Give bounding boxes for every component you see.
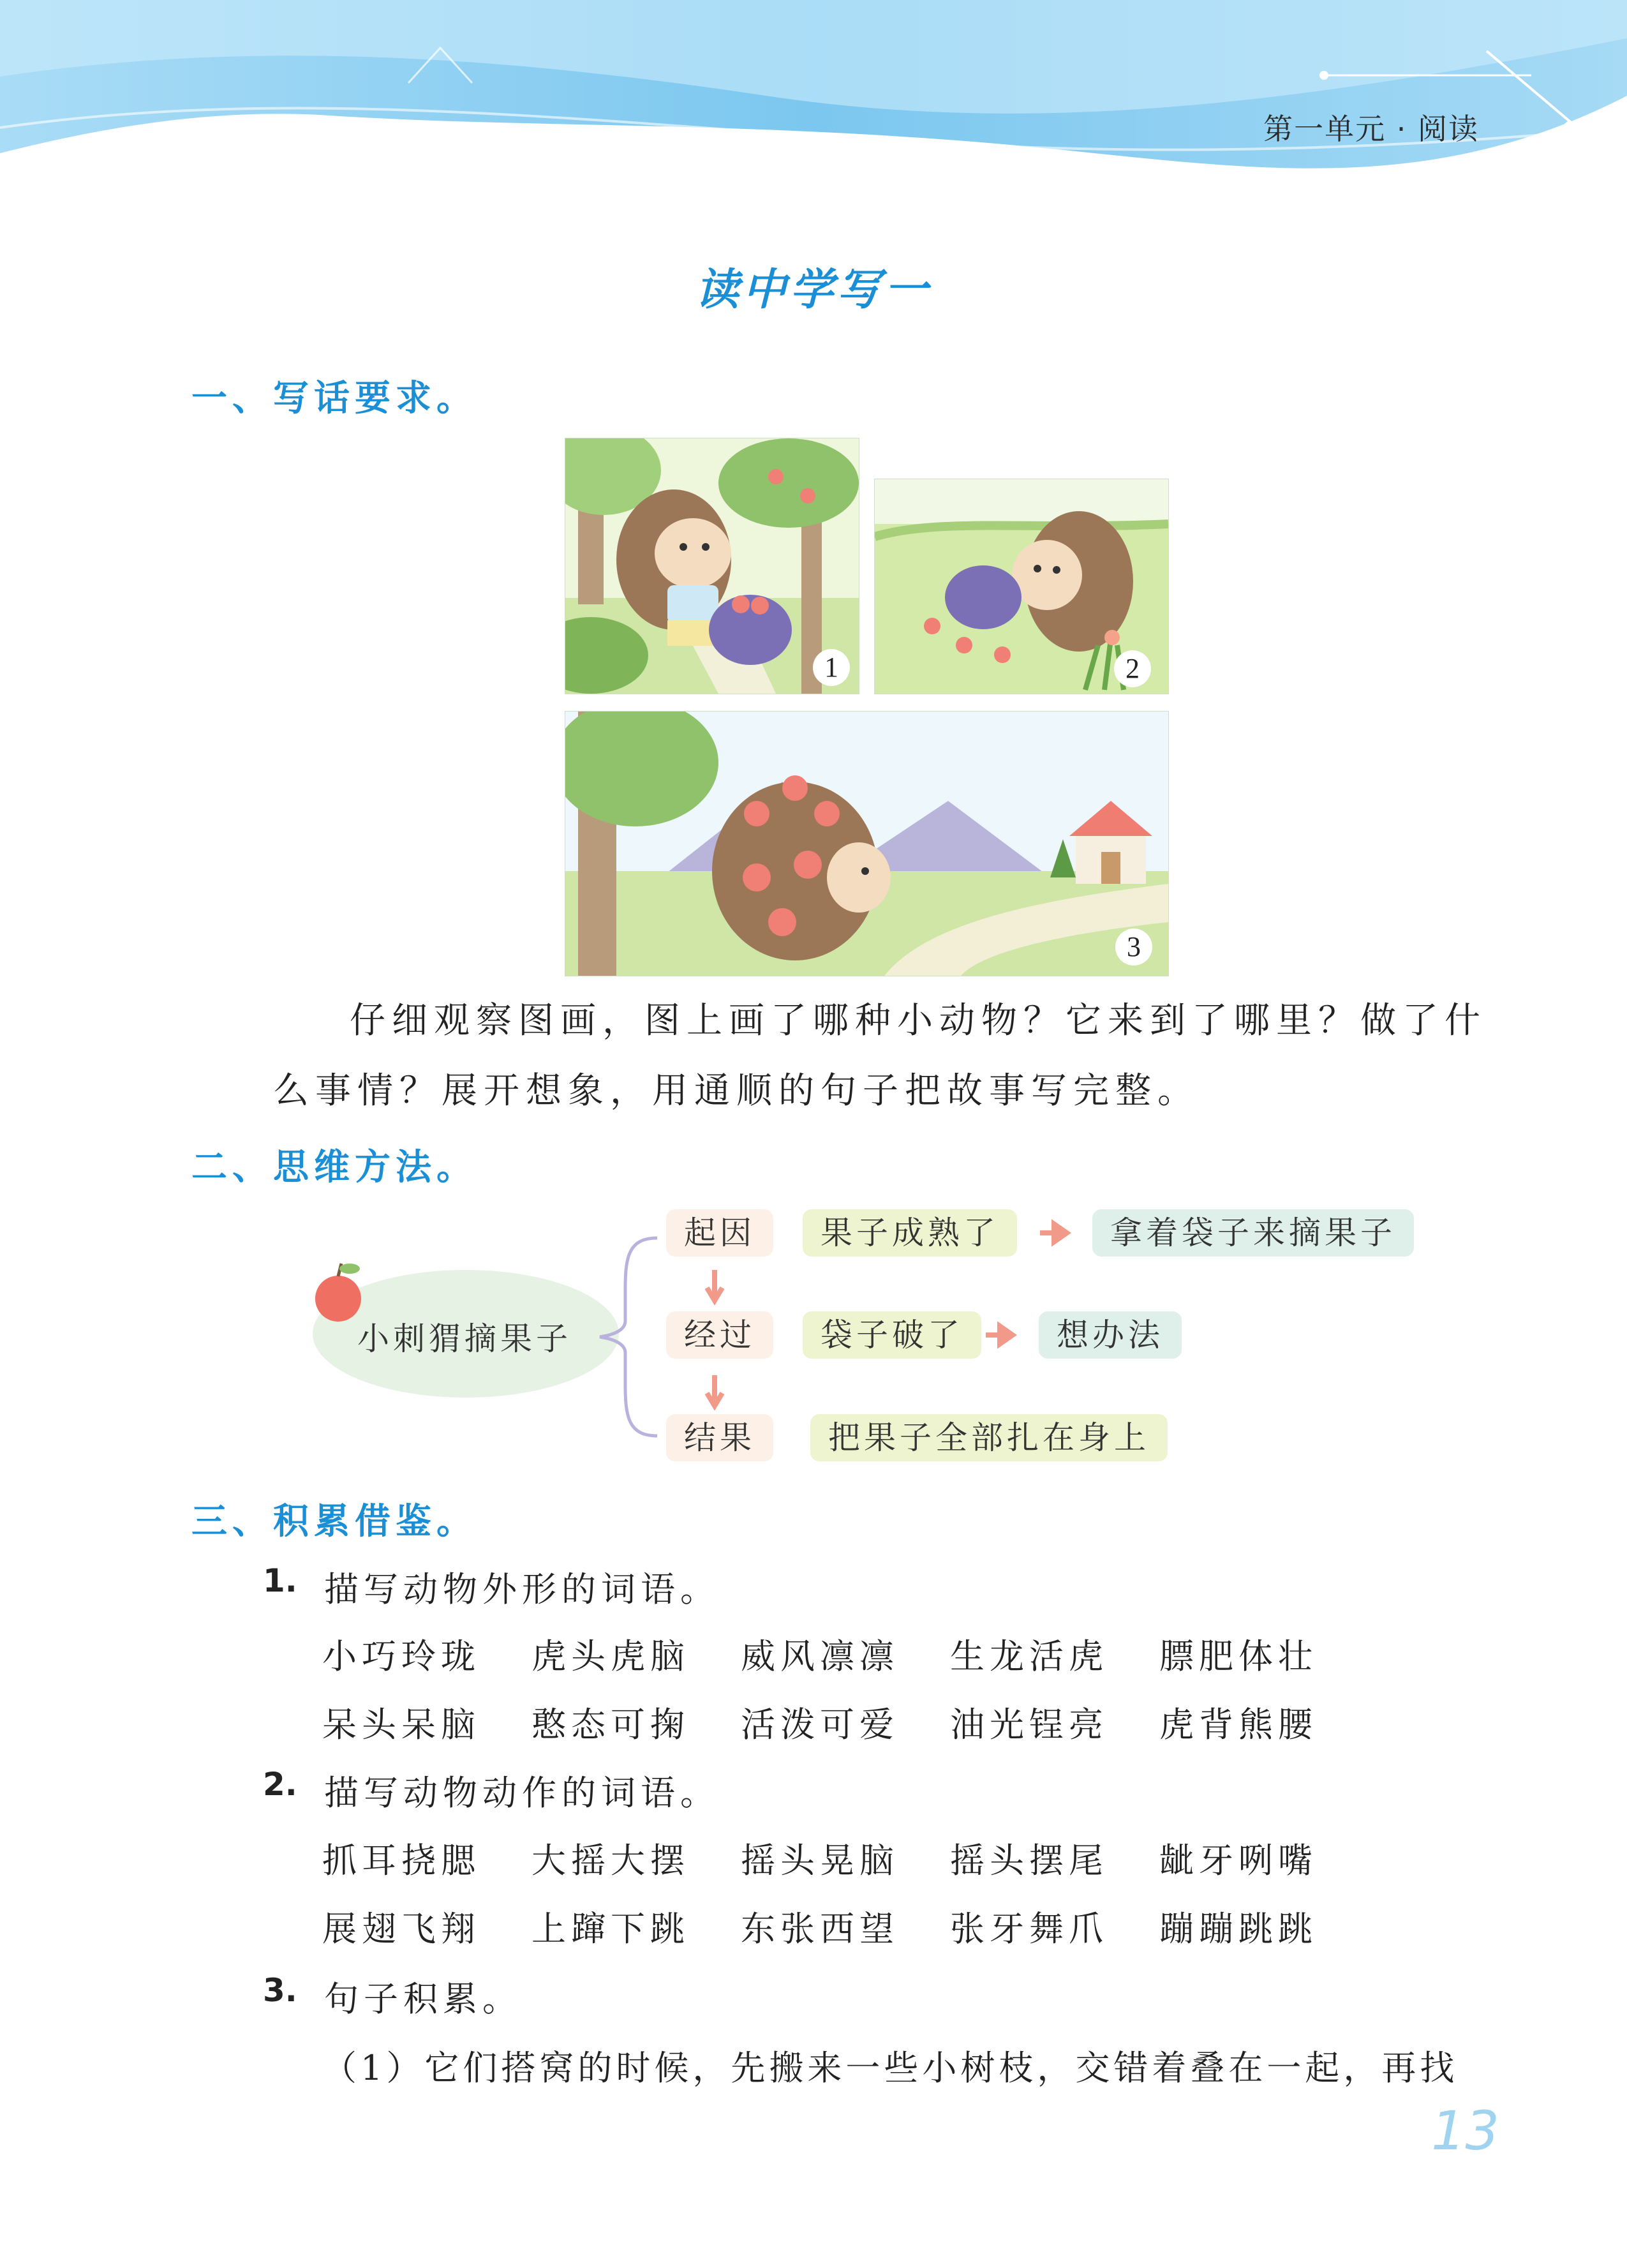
word: 上蹿下跳 bbox=[531, 1909, 690, 1949]
mind-map-result-step-1: 把果子全部扎在身上 bbox=[810, 1414, 1168, 1461]
word: 虎背熊腰 bbox=[1159, 1705, 1318, 1745]
item-label-appearance-words: 描写动物外形的词语。 bbox=[324, 1569, 720, 1609]
page-title: 读中学写一 bbox=[695, 265, 932, 315]
hedgehog-with-bag-illustration bbox=[565, 438, 859, 694]
item-number-3: 3. bbox=[263, 1972, 297, 2009]
panel-number-3: 3 bbox=[1115, 929, 1152, 966]
word: 摇头晃脑 bbox=[741, 1840, 899, 1881]
sentence-example-1: （1）它们搭窝的时候，先搬来一些小树枝，交错着叠在一起，再找 bbox=[322, 2048, 1459, 2088]
word: 威风凛凛 bbox=[741, 1636, 899, 1676]
word: 膘肥体壮 bbox=[1159, 1636, 1318, 1676]
word: 活泼可爱 bbox=[741, 1705, 899, 1745]
word: 虎头虎脑 bbox=[531, 1636, 690, 1676]
mind-map-process-step-1: 袋子破了 bbox=[803, 1311, 981, 1359]
illustration-panel-1 bbox=[565, 438, 859, 694]
word: 东张西望 bbox=[741, 1909, 899, 1949]
running-head: 第一单元 · 阅读 bbox=[1263, 112, 1479, 146]
word: 张牙舞爪 bbox=[950, 1909, 1108, 1949]
mind-map-cause-step-1: 果子成熟了 bbox=[803, 1209, 1017, 1257]
section-heading-writing-requirements: 一、写话要求。 bbox=[191, 378, 477, 419]
word: 呆头呆脑 bbox=[322, 1705, 480, 1745]
page-number: 13 bbox=[1431, 2100, 1499, 2162]
panel-number-2: 2 bbox=[1114, 650, 1151, 687]
panel-number-1: 1 bbox=[813, 649, 850, 686]
section-heading-accumulation: 三、积累借鉴。 bbox=[191, 1501, 477, 1542]
mind-map-stage-result: 结果 bbox=[666, 1414, 773, 1461]
item-label-sentence-accumulation: 句子积累。 bbox=[324, 1979, 522, 2019]
mind-map-stage-cause: 起因 bbox=[666, 1209, 773, 1257]
word: 油光锃亮 bbox=[950, 1705, 1108, 1745]
word: 生龙活虎 bbox=[950, 1636, 1108, 1676]
header-wave-banner bbox=[0, 0, 1627, 211]
word: 大摇大摆 bbox=[531, 1840, 690, 1881]
mind-map-cause-step-2: 拿着袋子来摘果子 bbox=[1092, 1209, 1414, 1257]
prompt-line-2: 么事情？展开想象，用通顺的句子把故事写完整。 bbox=[273, 1070, 1200, 1112]
word: 摇头摆尾 bbox=[950, 1840, 1108, 1881]
item-label-action-words: 描写动物动作的词语。 bbox=[324, 1773, 720, 1813]
mind-map-stage-process: 经过 bbox=[666, 1311, 773, 1359]
mind-map-center-topic: 小刺猬摘果子 bbox=[357, 1320, 572, 1357]
word: 蹦蹦跳跳 bbox=[1159, 1909, 1318, 1949]
item-number-1: 1. bbox=[263, 1562, 297, 1599]
illustration-panel-2 bbox=[874, 479, 1169, 694]
word: 憨态可掬 bbox=[531, 1705, 690, 1745]
hedgehog-carrying-apples-illustration bbox=[565, 712, 1168, 976]
mind-map-process-step-2: 想办法 bbox=[1039, 1311, 1182, 1359]
word: 龇牙咧嘴 bbox=[1159, 1840, 1318, 1881]
section-heading-thinking-method: 二、思维方法。 bbox=[191, 1147, 477, 1188]
word: 展翅飞翔 bbox=[322, 1909, 480, 1949]
word: 小巧玲珑 bbox=[322, 1636, 480, 1676]
prompt-line-1: 仔细观察图画，图上画了哪种小动物？它来到了哪里？做了什 bbox=[350, 1000, 1487, 1041]
word: 抓耳挠腮 bbox=[322, 1840, 480, 1881]
item-number-2: 2. bbox=[263, 1766, 297, 1803]
illustration-panel-3 bbox=[565, 711, 1169, 976]
